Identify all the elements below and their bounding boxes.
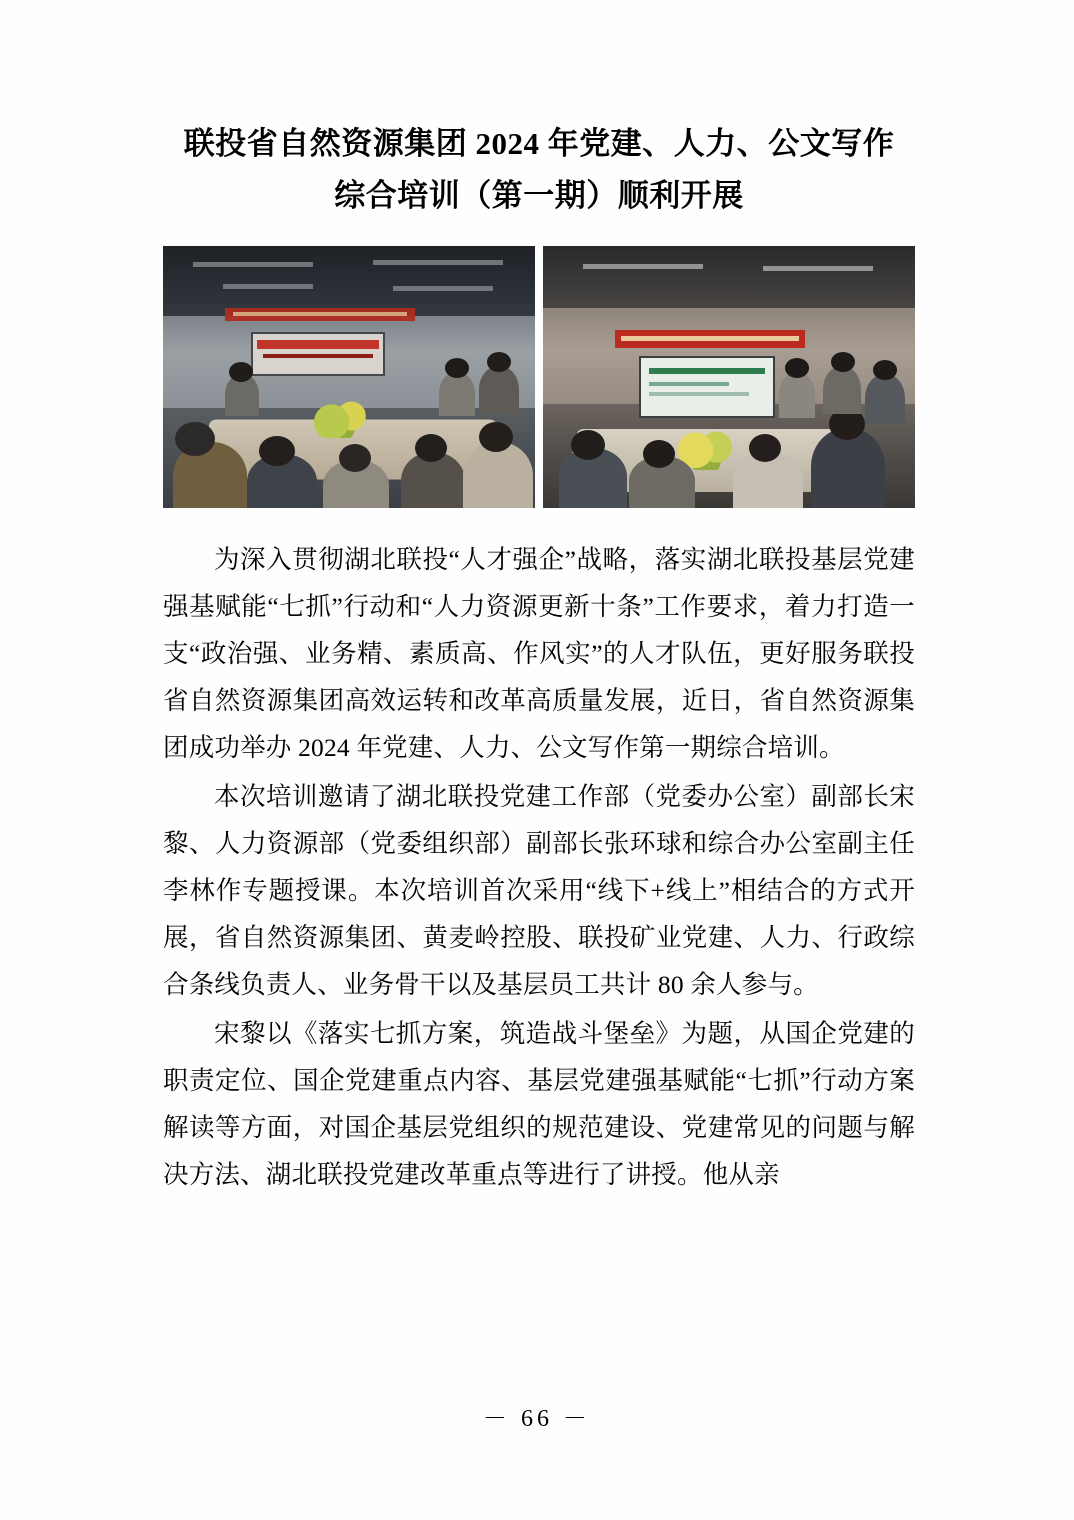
attendee-head [831,352,855,372]
attendee-head [643,440,675,468]
attendee [865,374,905,424]
projector-screen [251,332,385,376]
ceiling-light [373,260,503,265]
page-title [163,118,915,222]
page-title-line-2: 综合培训（第一期）顺利开展 [334,178,744,213]
ceiling-light [393,286,493,291]
attendee [823,366,861,414]
article-body [163,536,915,1198]
red-banner [225,308,415,321]
attendee-head [749,434,781,462]
page-title-line-1: 联投省自然资源集团 2024 年党建、人力、公文写作 [183,126,895,161]
attendee-head [415,434,447,462]
paragraph-2: 本次培训邀请了湖北联投党建工作部（党委办公室）副部长宋黎、人力资源部（党委组织部）副部长张环球和综合办公室副主任李林作专题授课。本次培训首次采用“线下+线上”相结合的方式开展，省自然资源集团、黄麦岭控股、联投矿业党建、人力、行政综合条线负责人、业务骨干以及基层员工共计 80 余人参与。 [163,782,915,999]
red-banner [615,330,805,348]
photo-row [163,246,915,508]
ceiling-light [763,266,873,271]
training-session-photo-left [163,246,535,508]
attendee [779,372,815,418]
attendee [479,366,519,414]
attendee-head [259,436,295,466]
ceiling [543,246,915,316]
training-session-photo-right [543,246,915,508]
attendee-head [479,422,513,452]
page-content [163,118,915,1200]
attendee-head [571,430,605,460]
paragraph-1: 为深入贯彻湖北联投“人才强企”战略，落实湖北联投基层党建强基赋能“七抓”行动和“人力资源更新十条”工作要求，着力打造一支“政治强、业务精、素质高、作风实”的人才队伍，更好服务联投省自然资源集团高效运转和改革高质量发展，近日，省自然资源集团成功举办 2024 年党建、人力、公文写作第一期综合培训。 [163,545,915,762]
projector-screen [639,356,775,418]
attendee [439,372,475,416]
flower-arrangement [313,398,375,438]
paragraph-3: 宋黎以《落实七抓方案，筑造战斗堡垒》为题，从国企党建的职责定位、国企党建重点内容、基层党建强基赋能“七抓”行动方案解读等方面，对国企基层党组织的规范建设、党建常见的问题与解决方法、湖北联投党建改革重点等进行了讲授。他从亲 [163,1019,915,1189]
attendee-head [445,358,469,378]
ceiling-light [583,264,703,269]
attendee-head [785,358,809,378]
attendee-head [873,360,897,380]
attendee-head [229,362,253,382]
ceiling-light [223,284,313,289]
attendee [811,428,885,508]
page-number: － 66 － [483,1406,591,1432]
attendee-head [487,352,511,372]
attendee-head [339,444,371,472]
attendee-head [175,422,215,456]
ceiling-light [193,262,313,267]
